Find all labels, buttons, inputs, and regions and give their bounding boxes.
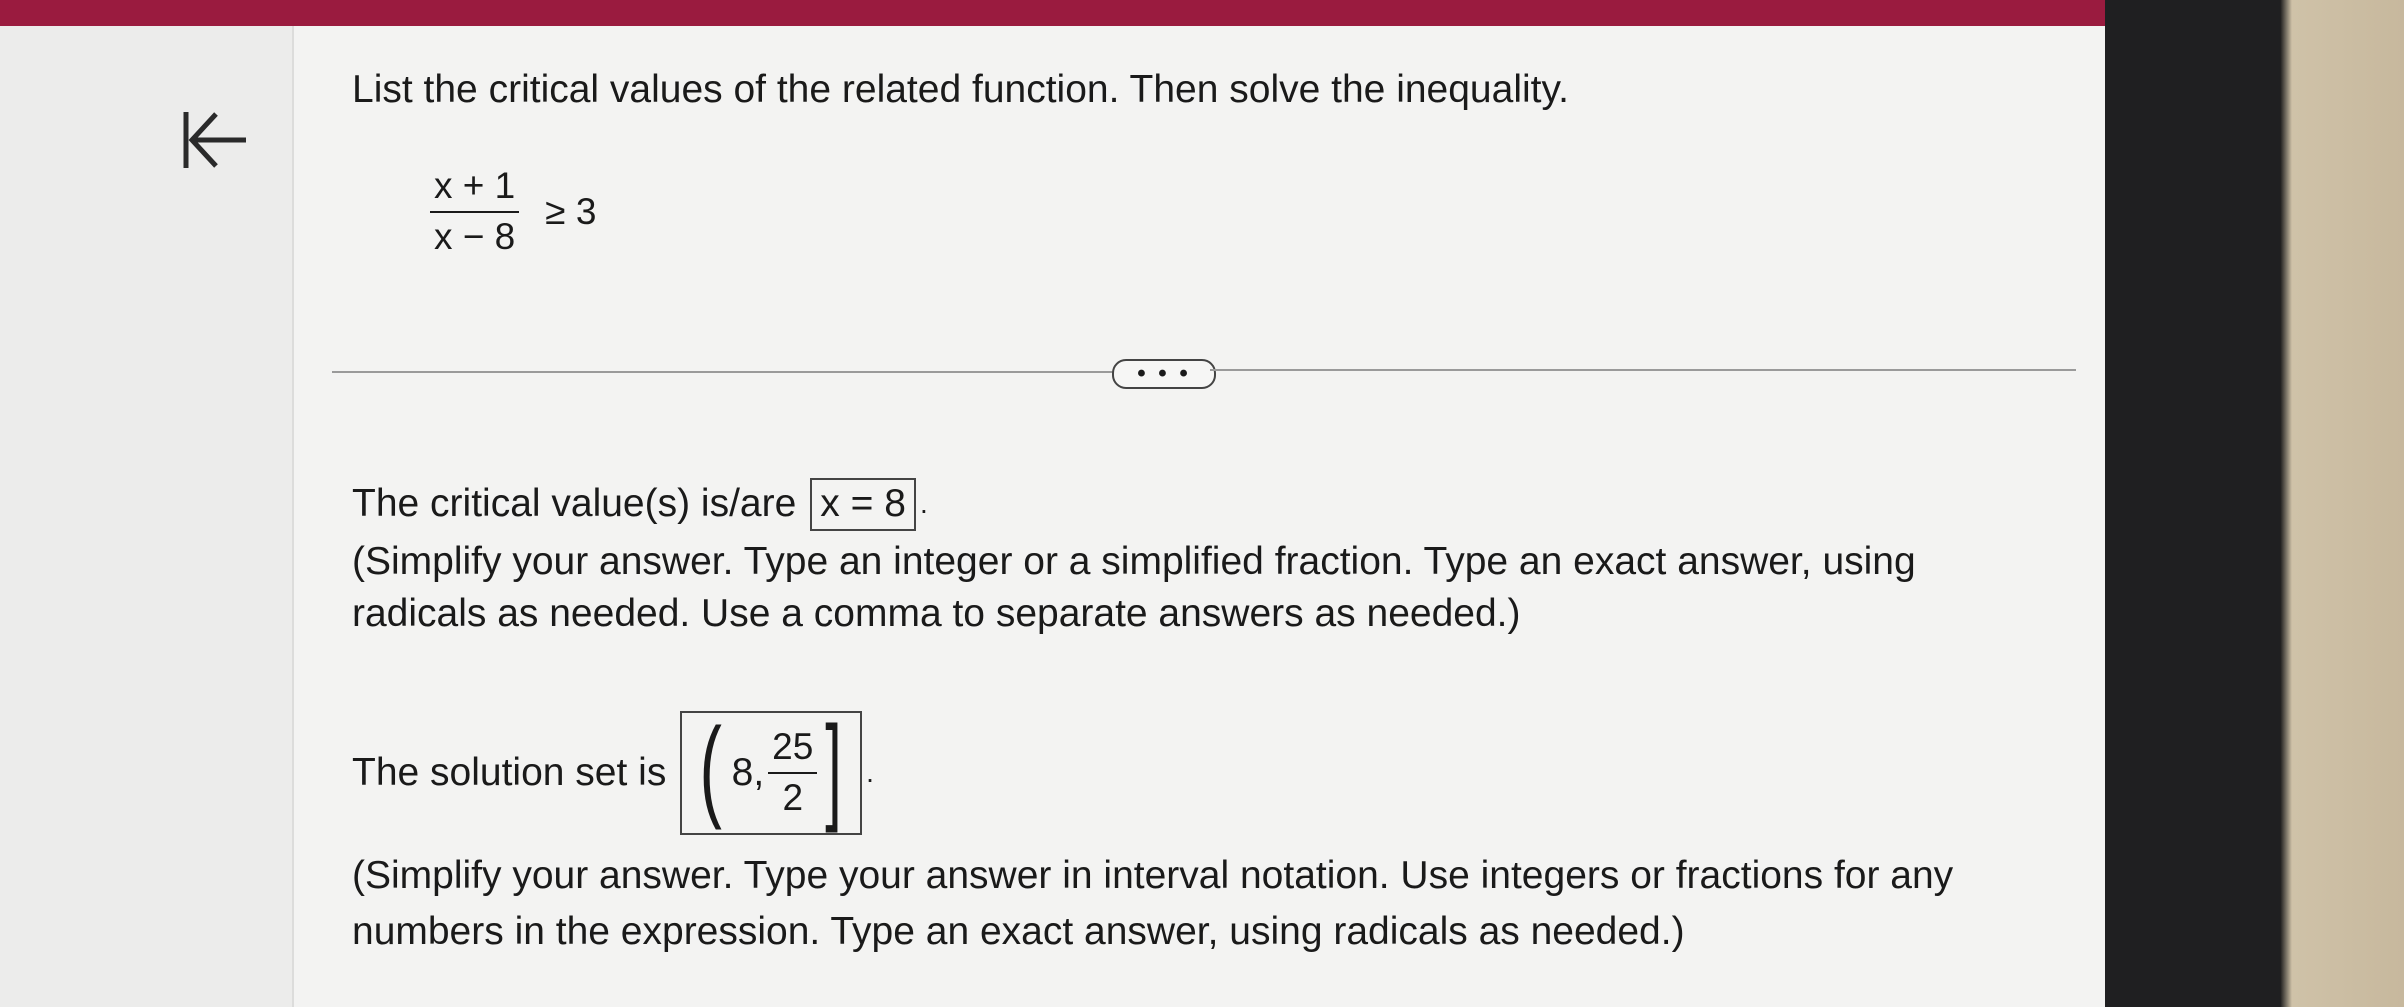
solution-period: . <box>866 757 874 788</box>
expand-more-button[interactable] <box>1112 359 1216 389</box>
critical-values-row <box>352 478 928 531</box>
section-divider-left <box>332 371 1152 373</box>
device-bezel <box>2105 0 2280 1007</box>
background-edge <box>2280 0 2404 1007</box>
solution-set-answer-box[interactable] <box>680 702 862 835</box>
close-bracket: ] <box>825 702 842 834</box>
interval-upper-fraction <box>768 727 817 818</box>
left-nav-panel <box>0 26 294 1007</box>
back-to-start-button[interactable] <box>170 98 254 182</box>
first-page-arrow-icon <box>170 98 254 182</box>
critical-values-answer-box[interactable]: x = 8 <box>810 478 916 531</box>
question-prompt: List the critical values of the related function. Then solve the inequality. <box>352 68 1569 111</box>
inequality-expression <box>430 166 596 257</box>
screen <box>0 26 2105 1007</box>
upper-numerator: 25 <box>768 727 817 774</box>
solution-set-row <box>352 702 874 835</box>
interval-lower-bound: 8, <box>731 751 765 794</box>
top-accent-bar <box>0 0 2110 26</box>
section-divider-right <box>1210 369 2076 371</box>
solution-set-hint: (Simplify your answer. Type your answer in interval notation. Use integers or fractions for any numbers in the expression. Type an exact answer, using radicals as needed.) <box>352 854 1954 953</box>
fraction-numerator: x + 1 <box>430 166 519 213</box>
fraction-denominator: x − 8 <box>434 215 516 257</box>
more-dots-icon: • • • <box>1137 360 1191 387</box>
upper-denominator: 2 <box>782 777 804 818</box>
question-content <box>292 26 2105 1007</box>
critical-period: . <box>919 488 928 520</box>
solution-set-label: The solution set is <box>352 751 667 794</box>
open-paren: ( <box>699 705 723 830</box>
critical-values-label: The critical value(s) is/are <box>352 482 797 526</box>
inequality-fraction <box>430 166 519 257</box>
critical-values-hint: (Simplify your answer. Type an integer or a simplified fraction. Type an exact answer, using radicals as needed. Use a comma to separate answers as needed.) <box>352 540 1916 635</box>
inequality-relation: ≥ 3 <box>545 190 597 232</box>
